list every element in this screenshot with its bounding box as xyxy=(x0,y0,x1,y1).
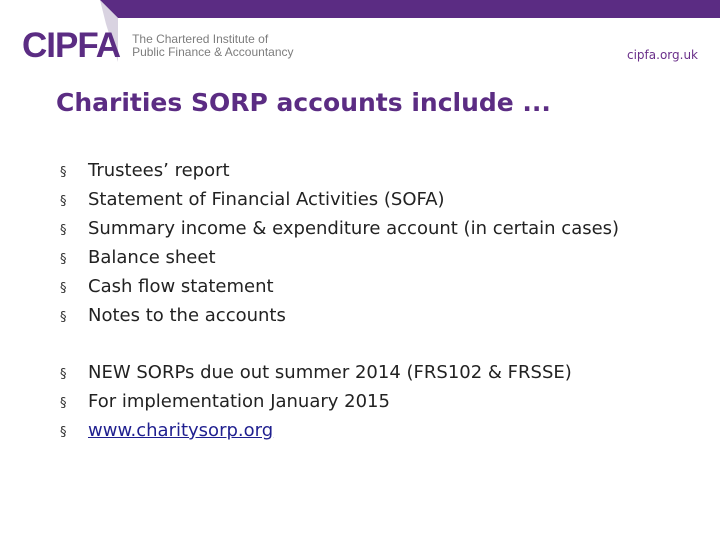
bullet-icon: § xyxy=(60,252,67,267)
list-item-text: NEW SORPs due out summer 2014 (FRS102 & FRSSE) xyxy=(88,362,572,383)
list-item-text: Cash flow statement xyxy=(88,276,274,297)
list-item-text: Trustees’ report xyxy=(88,160,230,181)
header-bar xyxy=(0,0,720,84)
list-item xyxy=(60,218,619,247)
bullet-icon: § xyxy=(60,281,67,296)
bullet-icon: § xyxy=(60,425,67,440)
sorp-update-list xyxy=(60,362,572,449)
list-item xyxy=(60,305,619,334)
bullet-icon: § xyxy=(60,367,67,382)
site-url[interactable]: cipfa.org.uk xyxy=(627,48,698,62)
logo-subtitle xyxy=(132,33,293,59)
list-item xyxy=(60,160,619,189)
list-item-text: For implementation January 2015 xyxy=(88,391,390,412)
bullet-icon: § xyxy=(60,194,67,209)
list-item-text: Notes to the accounts xyxy=(88,305,286,326)
logo-wordmark: CIPFA xyxy=(22,26,121,65)
list-item xyxy=(60,247,619,276)
logo-subtitle-line2: Public Finance & Accountancy xyxy=(132,44,294,59)
list-item xyxy=(60,391,572,420)
bullet-icon: § xyxy=(60,165,67,180)
list-item xyxy=(60,420,572,449)
bullet-icon: § xyxy=(60,396,67,411)
logo-subtitle-line1: The Chartered Institute of xyxy=(132,31,269,46)
accounts-list xyxy=(60,160,619,334)
cipfa-logo[interactable] xyxy=(22,28,294,63)
list-item-text: Balance sheet xyxy=(88,247,216,268)
slide-title: Charities SORP accounts include ... xyxy=(56,88,551,117)
list-item-text: Statement of Financial Activities (SOFA) xyxy=(88,189,445,210)
charitysorp-link[interactable]: www.charitysorp.org xyxy=(88,420,274,441)
bullet-icon: § xyxy=(60,223,67,238)
list-item xyxy=(60,362,572,391)
list-item xyxy=(60,276,619,305)
bullet-icon: § xyxy=(60,310,67,325)
list-item-text: Summary income & expenditure account (in certain cases) xyxy=(88,218,620,239)
list-item xyxy=(60,189,619,218)
